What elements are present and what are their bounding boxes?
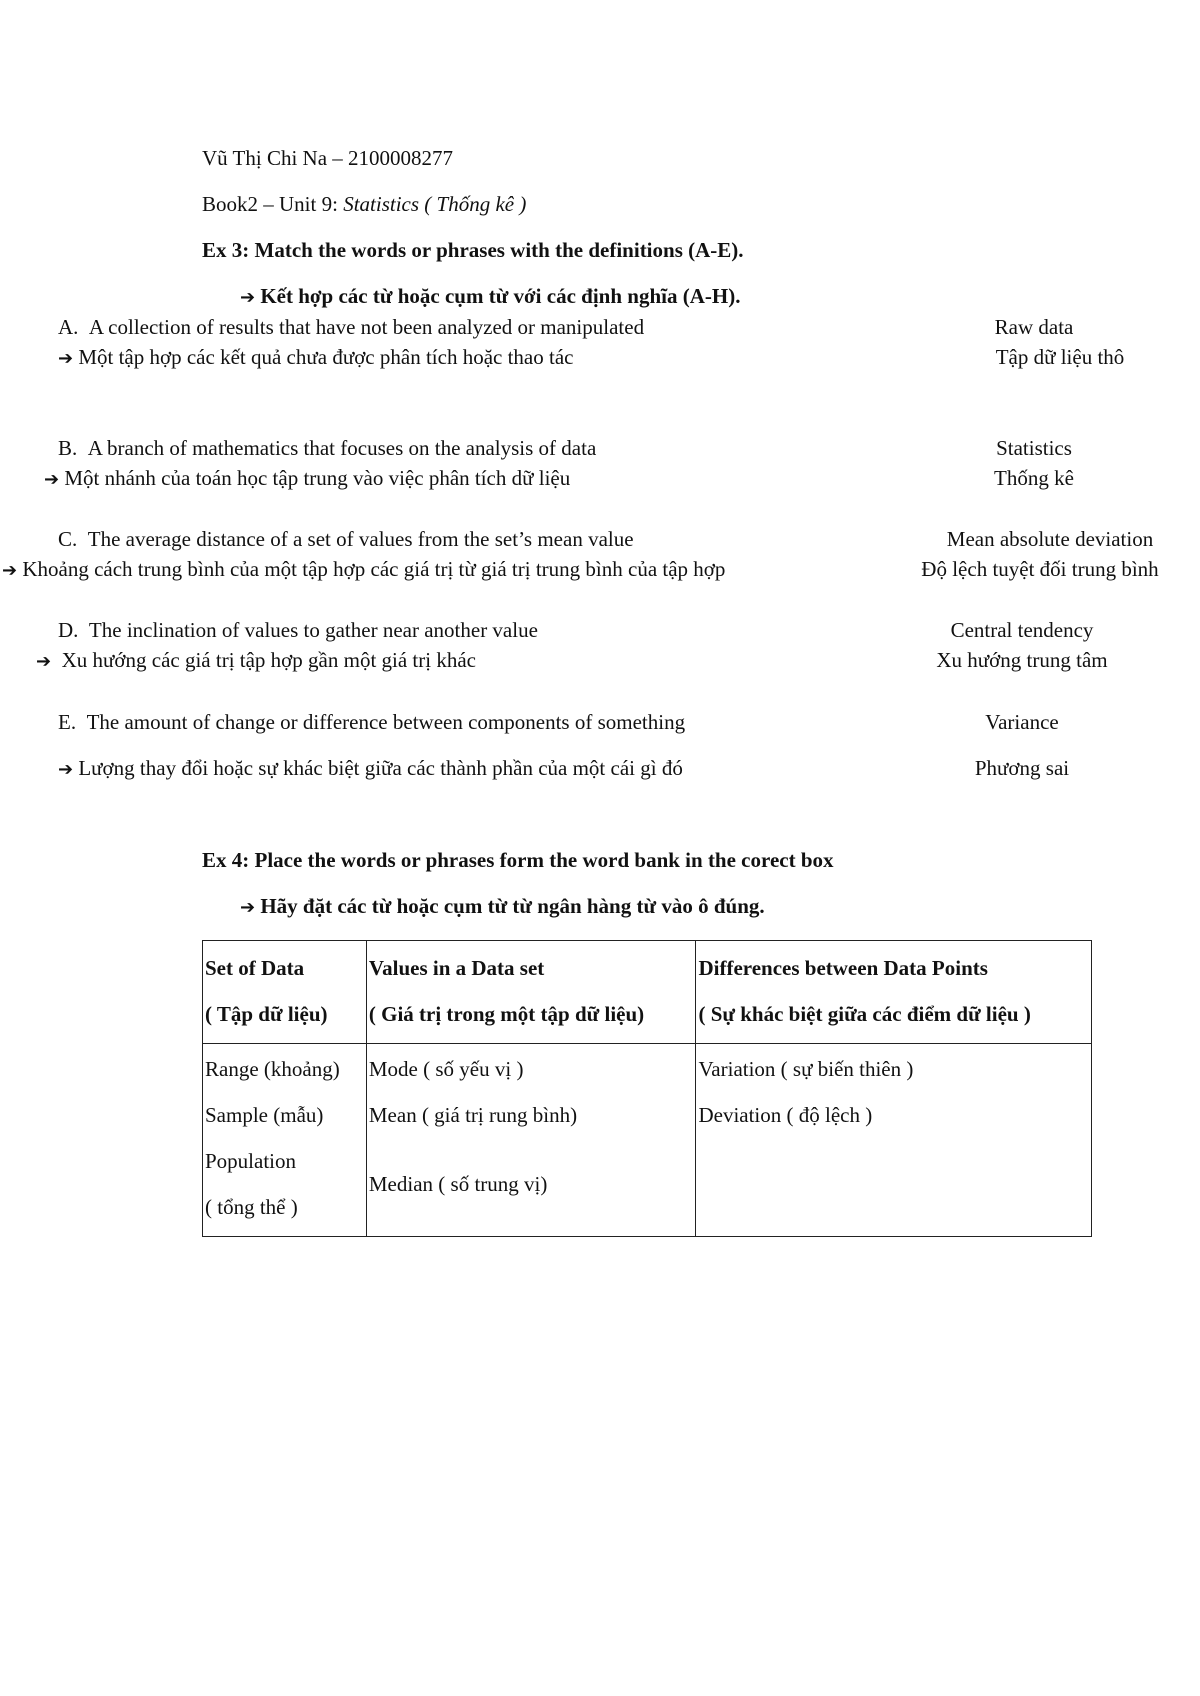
item-d-term: Central tendency [950,618,1094,642]
item-letter: E. [58,710,77,734]
translation-text: Khoảng cách trung bình của một tập hợp các giá trị từ giá trị trung bình của tập hợp [22,557,726,581]
item-e-term-vi: Phương sai [974,756,1070,780]
item-e-translation [58,756,683,781]
ex3-title: Ex 3: Match the words or phrases with the definitions (A-E). [202,238,744,262]
header-values [366,941,696,1044]
item-b-translation [44,466,570,491]
book-line [202,192,526,217]
definition-text: The average distance of a set of values from the set’s mean value [87,527,634,551]
definition-text: The amount of change or difference between components of something [86,710,686,734]
translation-text: Lượng thay đổi hoặc sự khác biệt giữa các thành phần của một cái gì đó [78,756,683,780]
definition-text: The inclination of values to gather near another value [88,618,538,642]
arrow-icon: ➔ [58,759,74,780]
item-e-definition [58,710,685,735]
ex3-subtitle: Kết hợp các từ hoặc cụm từ với các định nghĩa (A-H). [260,284,741,308]
translation-text: Xu hướng các giá trị tập hợp gần một giá trị khác [61,648,476,672]
definition-text: A collection of results that have not been analyzed or manipulated [88,315,645,339]
table-row [203,1044,1092,1237]
word-bank-table [202,940,1092,1237]
arrow-icon: ➔ [2,560,18,581]
item-b-term: Statistics [996,436,1072,460]
arrow-icon: ➔ [240,897,256,918]
cell-set-of-data [203,1044,367,1237]
item-c-definition [58,527,634,552]
author-line: Vũ Thị Chi Na – 2100008277 [202,146,454,170]
list-item: ( tổng thể ) [205,1195,298,1219]
header-vi: ( Sự khác biệt giữa các điểm dữ liệu ) [698,1002,1031,1026]
ex4-title: Ex 4: Place the words or phrases form the word bank in the corect box [202,848,834,872]
arrow-icon: ➔ [36,651,52,672]
arrow-icon: ➔ [44,469,60,490]
item-c-term-vi: Độ lệch tuyệt đối trung bình [921,557,1159,581]
item-a-definition [58,315,644,340]
item-d-translation [36,648,476,673]
item-b-definition [58,436,596,461]
book-topic: Statistics ( Thống kê ) [343,192,527,216]
item-a-term: Raw data [994,315,1074,339]
list-item: Mean ( giá trị rung bình) [368,1103,578,1127]
item-b-term-vi: Thống kê [994,466,1074,490]
list-item: Variation ( sự biến thiên ) [698,1057,914,1081]
item-e-term: Variance [985,710,1059,734]
cell-differences [696,1044,1092,1237]
cell-values [366,1044,696,1237]
arrow-icon: ➔ [240,287,256,308]
header-differences [696,941,1092,1044]
translation-text: Một tập hợp các kết quả chưa được phân tích hoặc thao tác [78,345,574,369]
item-c-term: Mean absolute deviation [946,527,1154,551]
header-en: Set of Data [205,956,305,980]
ex4-subtitle: Hãy đặt các từ hoặc cụm từ từ ngân hàng từ vào ô đúng. [260,894,765,918]
header-en: Differences between Data Points [698,956,988,980]
list-item: Deviation ( độ lệch ) [698,1103,873,1127]
arrow-icon: ➔ [58,348,74,369]
list-item: Mode ( số yếu vị ) [368,1057,524,1081]
ex3-subtitle-line [240,284,740,309]
item-letter: D. [58,618,79,642]
item-letter: A. [58,315,79,339]
translation-text: Một nhánh của toán học tập trung vào việc phân tích dữ liệu [64,466,571,490]
list-item: Population [205,1149,297,1173]
item-c-translation [2,557,725,582]
header-vi: ( Giá trị trong một tập dữ liệu) [368,1002,645,1026]
book-prefix: Book2 – Unit 9: [202,192,344,216]
item-d-definition [58,618,538,643]
table-header-row [203,941,1092,1044]
list-item: Sample (mẫu) [205,1103,324,1127]
item-letter: C. [58,527,78,551]
item-d-term-vi: Xu hướng trung tâm [936,648,1108,672]
list-item: Range (khoảng) [205,1057,340,1081]
item-letter: B. [58,436,78,460]
item-a-translation [58,345,573,370]
definition-text: A branch of mathematics that focuses on the analysis of data [87,436,597,460]
header-set-of-data [203,941,367,1044]
header-vi: ( Tập dữ liệu) [205,1002,328,1026]
ex4-subtitle-line [240,894,765,919]
list-item: Median ( số trung vị) [368,1172,548,1196]
item-a-term-vi: Tập dữ liệu thô [995,345,1125,369]
header-en: Values in a Data set [368,956,545,980]
